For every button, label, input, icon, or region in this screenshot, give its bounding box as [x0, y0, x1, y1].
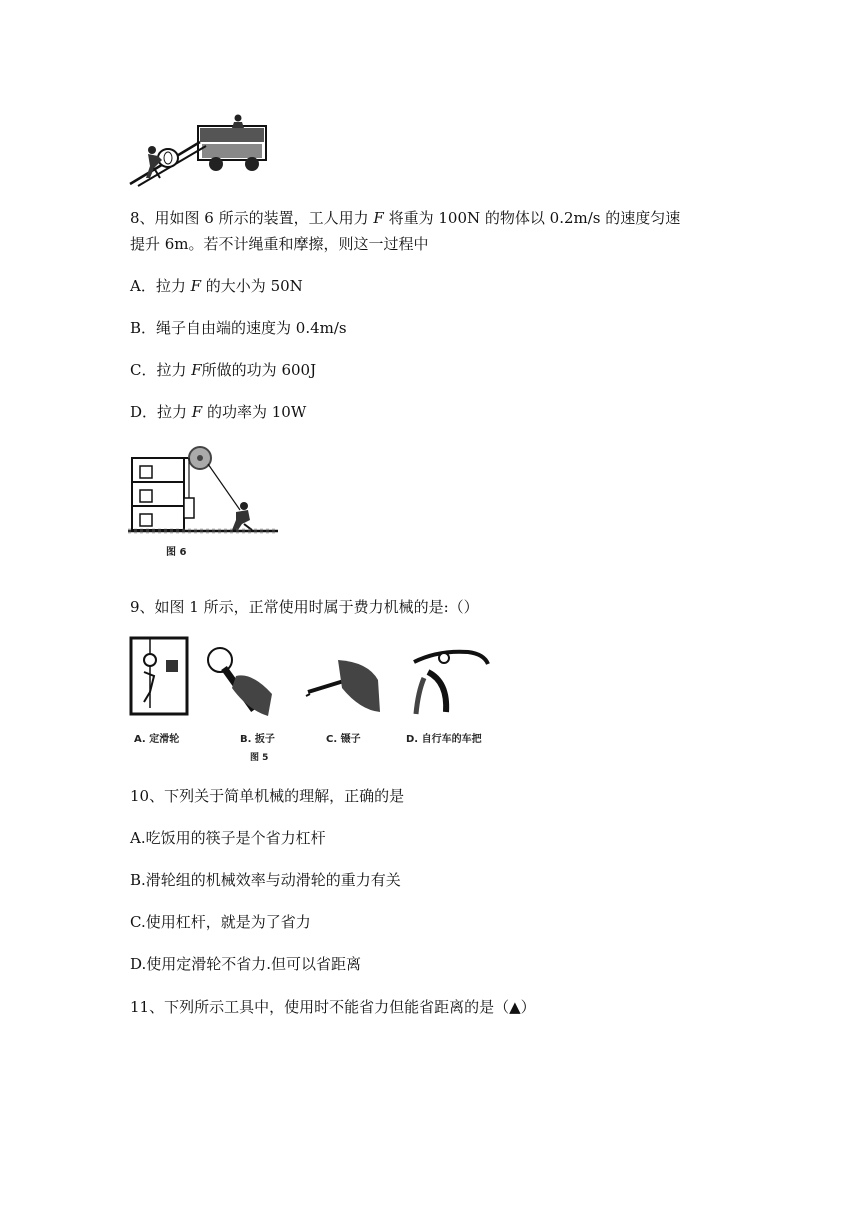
question-8-option-d: D．拉力 F 的功率为 10W — [130, 403, 307, 421]
question-10-option-c: C.使用杠杆，就是为了省力 — [130, 913, 311, 931]
question-8-line-2: 提升 6m。若不计绳重和摩擦，则这一过程中 — [130, 235, 429, 253]
tools-figure-5 — [128, 632, 503, 764]
ramp-truck-figure — [128, 112, 273, 192]
question-8-line-1: 8、用如图 6 所示的装置，工人用力 F 将重为 100N 的物体以 0.2m/s 的速度匀速 — [130, 209, 681, 227]
tool-label-b: B. 扳子 — [240, 734, 275, 745]
figure-5-caption: 图 5 — [250, 753, 269, 763]
question-8-option-c: C．拉力 F所做的功为 600J — [130, 361, 317, 379]
tool-label-d: D. 自行车的车把 — [406, 734, 482, 745]
pulley-figure-6 — [128, 440, 278, 565]
question-10-option-a: A.吃饭用的筷子是个省力杠杆 — [130, 829, 326, 847]
question-10-option-b: B.滑轮组的机械效率与动滑轮的重力有关 — [130, 871, 401, 889]
question-9-text: 9、如图 1 所示，正常使用时属于费力机械的是:（） — [130, 598, 479, 616]
tool-label-a: A. 定滑轮 — [134, 734, 180, 745]
question-8-option-a: A．拉力 F 的大小为 50N — [130, 277, 303, 295]
question-10-text: 10、下列关于简单机械的理解，正确的是 — [130, 787, 405, 805]
question-10-option-d: D.使用定滑轮不省力.但可以省距离 — [130, 955, 362, 973]
question-8-option-b: B．绳子自由端的速度为 0.4m/s — [130, 319, 347, 337]
tool-label-c: C. 镊子 — [326, 734, 361, 745]
figure-6-caption: 图 6 — [166, 547, 187, 558]
question-11-text: 11、下列所示工具中，使用时不能省力但能省距离的是（▲） — [130, 998, 536, 1016]
